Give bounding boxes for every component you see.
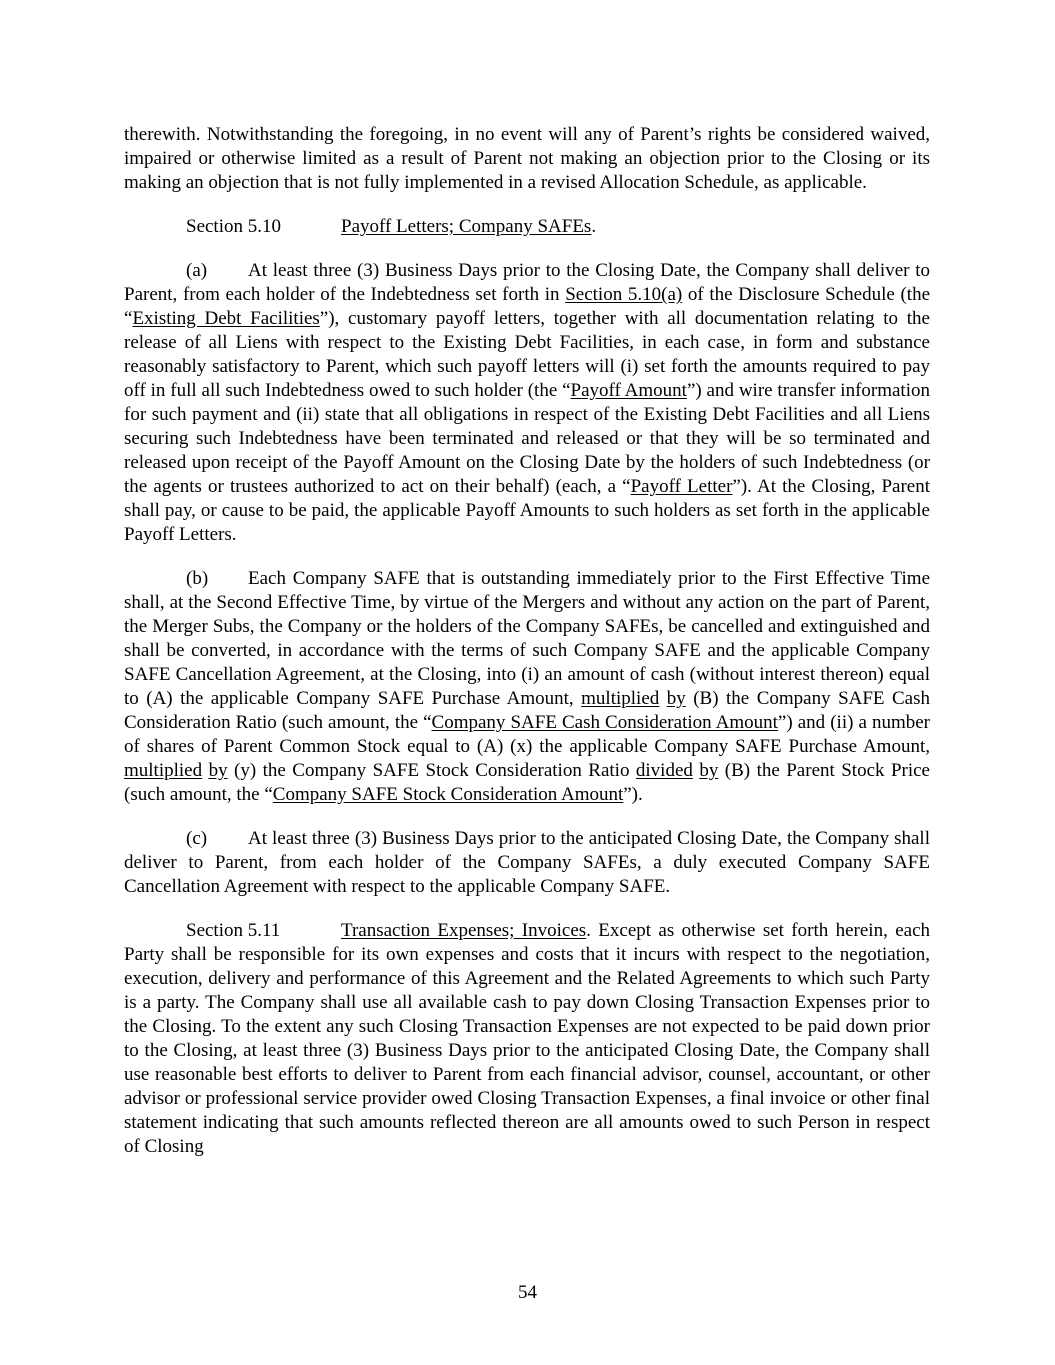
section-5-10-c-paragraph bbox=[124, 827, 930, 899]
page-number: 54 bbox=[518, 1282, 537, 1303]
defined-term-safe-cash-consideration: Company SAFE Cash Consideration Amount bbox=[431, 712, 778, 733]
document-page bbox=[124, 123, 930, 1159]
paragraph-text: (y) the Company SAFE Stock Consideration Ratio bbox=[227, 760, 636, 781]
underlined-term: multiplied bbox=[124, 760, 203, 781]
section-reference: Section 5.10(a) bbox=[565, 284, 683, 305]
defined-term-safe-stock-consideration: Company SAFE Stock Consideration Amount bbox=[272, 784, 624, 805]
paragraph-text: At least three (3) Business Days prior to the Closing Date, the Company shall deliver to Parent, from each holder of the Indebtedness set forth in bbox=[124, 260, 930, 305]
paragraph-text: ”). bbox=[623, 784, 643, 805]
subsection-c-label: (c) bbox=[186, 828, 208, 849]
section-5-10-title: Payoff Letters; Company SAFEs bbox=[341, 216, 592, 237]
underlined-term: by bbox=[699, 760, 719, 781]
paragraph-text: of the Disclosure Schedule (the “ bbox=[124, 284, 931, 329]
subsection-b-label: (b) bbox=[186, 568, 209, 589]
section-5-11-title: Transaction Expenses; Invoices bbox=[341, 920, 587, 941]
paragraph-text: ”), customary payoff letters, together with all documentation relating to the release of all Liens with respect to the Existing Debt Facilities, in each case, in form and substance reasonably satisfactory to Parent, which such payoff letters will (i) set forth the amounts required to pay off in full all such Indebtedness owed to such holder (the “ bbox=[124, 308, 930, 401]
section-5-11-paragraph bbox=[124, 919, 930, 1159]
subsection-a-label: (a) bbox=[186, 260, 208, 281]
paragraph-text: At least three (3) Business Days prior to the anticipated Closing Date, the Company shall deliver to Parent, from each holder of the Company SAFEs, a duly executed Company SAFE Cancellation Agreement with respect to the applicable Company SAFE. bbox=[124, 828, 930, 897]
underlined-term: by bbox=[666, 688, 686, 709]
paragraph-text: Each Company SAFE that is outstanding immediately prior to the First Effective Time shall, at the Second Effective Time, by virtue of the Mergers and without any action on the part of Parent, the Merger Subs, the Company or the holders of the Company SAFEs, be cancelled and extinguished and shall be converted, in accordance with the terms of such Company SAFE and the applicable Company SAFE Cancellation Agreement, at the Closing, into (i) an amount of cash (without interest thereon) equal to (A) the applicable Company SAFE Purchase Amount, bbox=[124, 568, 930, 709]
defined-term-existing-debt-facilities: Existing Debt Facilities bbox=[132, 308, 320, 329]
underlined-term: multiplied bbox=[581, 688, 660, 709]
section-5-10-b-paragraph bbox=[124, 567, 930, 807]
paragraph-text: (B) the Company SAFE Cash Consideration Ratio (such amount, the “ bbox=[124, 688, 931, 733]
section-5-10-number: Section 5.10 bbox=[186, 216, 281, 237]
continuation-text: therewith. Notwithstanding the foregoing, in no event will any of Parent’s rights be considered waived, impaired or otherwise limited as a result of Parent not making an objection prior to the Closing or its making an objection that is not fully implemented in a revised Allocation Schedule, as applicable. bbox=[124, 124, 930, 193]
paragraph-text: ”) and wire transfer information for such payment and (ii) state that all obligations in respect of the Existing Debt Facilities and all Liens securing such Indebtedness have been terminated and released or that they will be so terminated and released upon receipt of the Payoff Amount on the Closing Date by the holders of such Indebtedness (or the agents or trustees authorized to act on their behalf) (each, a “ bbox=[124, 380, 930, 497]
paragraph-text: ”). At the Closing, Parent shall pay, or cause to be paid, the applicable Payoff Amounts to such holders as set forth in the applicable Payoff Letters. bbox=[124, 476, 930, 545]
paragraph-text: ”) and (ii) a number of shares of Parent Common Stock equal to (A) (x) the applicable Company SAFE Purchase Amount, bbox=[124, 712, 930, 757]
paragraph-text: (B) the Parent Stock Price (such amount, the “ bbox=[124, 760, 930, 805]
section-5-10-heading bbox=[124, 215, 930, 239]
defined-term-payoff-letter: Payoff Letter bbox=[630, 476, 733, 497]
underlined-term: by bbox=[208, 760, 228, 781]
paragraph-text: . Except as otherwise set forth herein, each Party shall be responsible for its own expenses and costs that it incurs with respect to the negotiation, execution, delivery and performance of this Agreement and the Related Agreements to which such Party is a party. The Company shall use all available cash to pay down Closing Transaction Expenses prior to the Closing. To the extent any such Closing Transaction Expenses are not expected to be paid down prior to the Closing, at least three (3) Business Days prior to the anticipated Closing Date, the Company shall use reasonable best efforts to deliver to Parent from each financial advisor, counsel, accountant, or other advisor or professional service provider owed Closing Transaction Expenses, a final invoice or other final statement indicating that such amounts reflected thereon are all amounts owed to such Person in respect of Closing bbox=[124, 920, 931, 1157]
paragraph-text bbox=[659, 688, 666, 709]
defined-term-payoff-amount: Payoff Amount bbox=[570, 380, 687, 401]
underlined-term: divided bbox=[635, 760, 693, 781]
section-5-10-title-suffix: . bbox=[591, 216, 597, 237]
continuation-paragraph bbox=[124, 123, 930, 195]
section-5-10-a-paragraph bbox=[124, 259, 930, 547]
section-5-11-number: Section 5.11 bbox=[186, 920, 281, 941]
